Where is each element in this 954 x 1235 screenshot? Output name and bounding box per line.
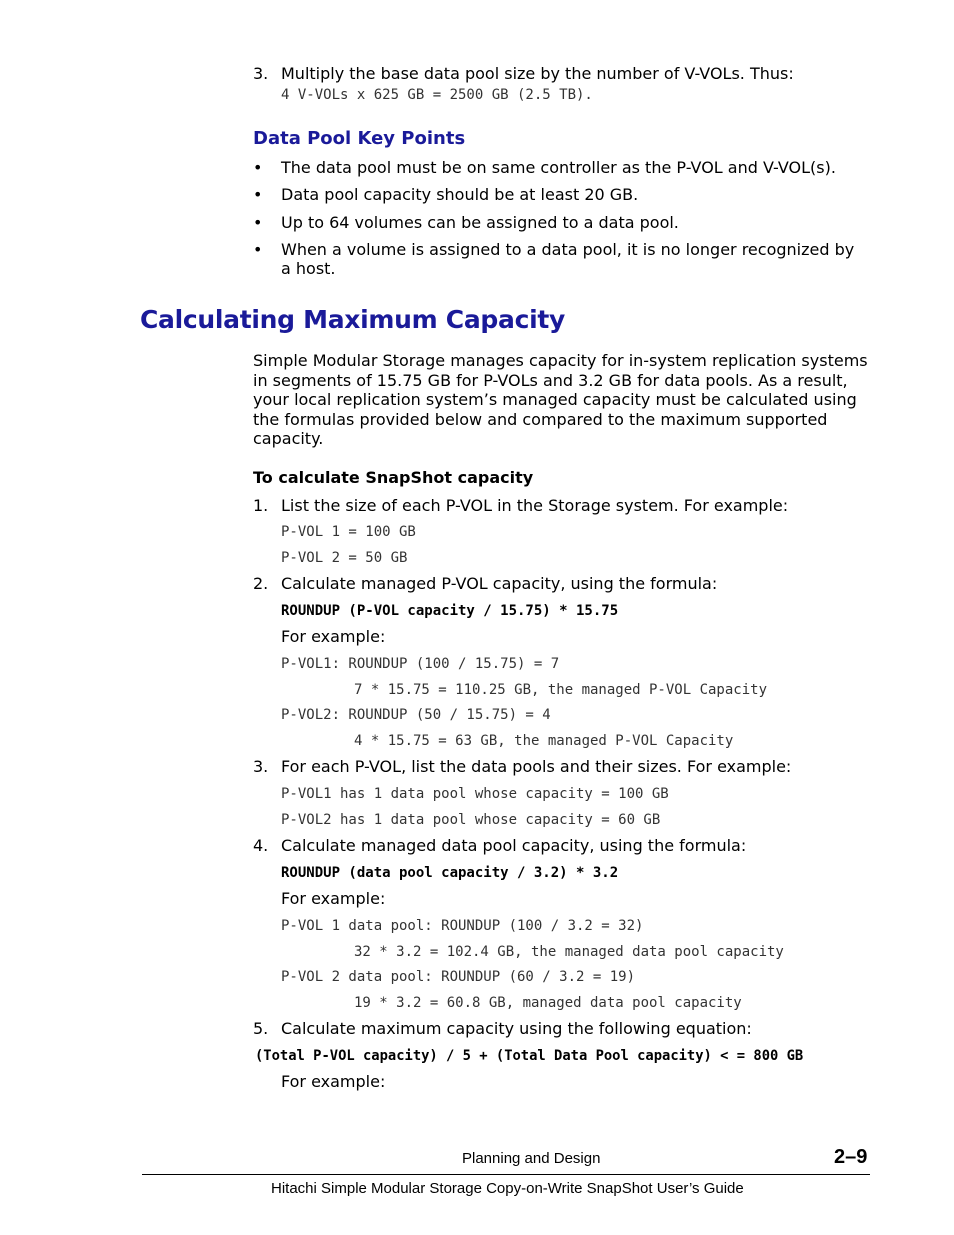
- example-line: P-VOL1: ROUNDUP (100 / 15.75) = 7: [281, 656, 560, 672]
- example-line: P-VOL2: ROUNDUP (50 / 15.75) = 4: [281, 707, 551, 723]
- example-line: 4 * 15.75 = 63 GB, the managed P-VOL Capacity: [354, 733, 734, 749]
- step-number: 2.: [253, 574, 269, 593]
- footer-divider: [142, 1174, 870, 1175]
- step-number: 3.: [253, 757, 269, 776]
- formula: ROUNDUP (P-VOL capacity / 15.75) * 15.75: [281, 603, 619, 619]
- formula: ROUNDUP (data pool capacity / 3.2) * 3.2: [281, 865, 619, 881]
- step-text: Calculate maximum capacity using the following equation:: [281, 1019, 752, 1038]
- page-number: 2–9: [834, 1146, 868, 1168]
- step-number: 5.: [253, 1019, 269, 1038]
- subsection-heading: Data Pool Key Points: [253, 128, 466, 149]
- bullet-text: Data pool capacity should be at least 20 GB.: [281, 185, 639, 204]
- step-text: Multiply the base data pool size by the number of V-VOLs. Thus:: [281, 64, 794, 83]
- bullet-icon: •: [253, 213, 263, 232]
- step-text: For each P-VOL, list the data pools and their sizes. For example:: [281, 757, 792, 776]
- footer-chapter: Planning and Design: [462, 1150, 601, 1167]
- example-line: 4 V-VOLs x 625 GB = 2500 GB (2.5 TB).: [281, 87, 593, 103]
- bullet-icon: •: [253, 240, 263, 259]
- step-number: 3.: [253, 64, 269, 83]
- step-number: 4.: [253, 836, 269, 855]
- for-example-label: For example:: [281, 889, 386, 908]
- example-line: P-VOL 2 = 50 GB: [281, 550, 408, 566]
- bullet-text: Up to 64 volumes can be assigned to a data pool.: [281, 213, 679, 232]
- example-line: 32 * 3.2 = 102.4 GB, the managed data pool capacity: [354, 944, 784, 960]
- bullet-text-continued: a host.: [281, 259, 336, 278]
- example-line: P-VOL 2 data pool: ROUNDUP (60 / 3.2 = 19): [281, 969, 636, 985]
- example-line: P-VOL 1 = 100 GB: [281, 524, 416, 540]
- formula: (Total P-VOL capacity) / 5 + (Total Data Pool capacity) < = 800 GB: [255, 1048, 804, 1064]
- for-example-label: For example:: [281, 1072, 386, 1091]
- step-text: Calculate managed data pool capacity, using the formula:: [281, 836, 747, 855]
- intro-paragraph: Simple Modular Storage manages capacity for in-system replication systems in segments of 15.75 GB for P-VOLs and 3.2 GB for data pools. As a result, your local replication system’s managed capacity must be calculated using the formulas provided below and compared to the maximum supported capacity.: [253, 351, 868, 449]
- bullet-icon: •: [253, 185, 263, 204]
- example-line: P-VOL2 has 1 data pool whose capacity = 60 GB: [281, 812, 661, 828]
- for-example-label: For example:: [281, 627, 386, 646]
- step-number: 1.: [253, 496, 269, 515]
- bullet-icon: •: [253, 158, 263, 177]
- example-line: 19 * 3.2 = 60.8 GB, managed data pool capacity: [354, 995, 742, 1011]
- step-text: List the size of each P-VOL in the Storage system. For example:: [281, 496, 789, 515]
- procedure-title: To calculate SnapShot capacity: [253, 468, 534, 487]
- example-line: P-VOL 1 data pool: ROUNDUP (100 / 3.2 = 32): [281, 918, 644, 934]
- step-text: Calculate managed P-VOL capacity, using the formula:: [281, 574, 718, 593]
- example-line: P-VOL1 has 1 data pool whose capacity = 100 GB: [281, 786, 669, 802]
- bullet-text: When a volume is assigned to a data pool, it is no longer recognized by: [281, 240, 855, 259]
- footer-book-title: Hitachi Simple Modular Storage Copy-on-Write SnapShot User’s Guide: [271, 1180, 744, 1197]
- example-line: 7 * 15.75 = 110.25 GB, the managed P-VOL Capacity: [354, 682, 768, 698]
- bullet-text: The data pool must be on same controller as the P-VOL and V-VOL(s).: [281, 158, 836, 177]
- section-title: Calculating Maximum Capacity: [140, 305, 566, 334]
